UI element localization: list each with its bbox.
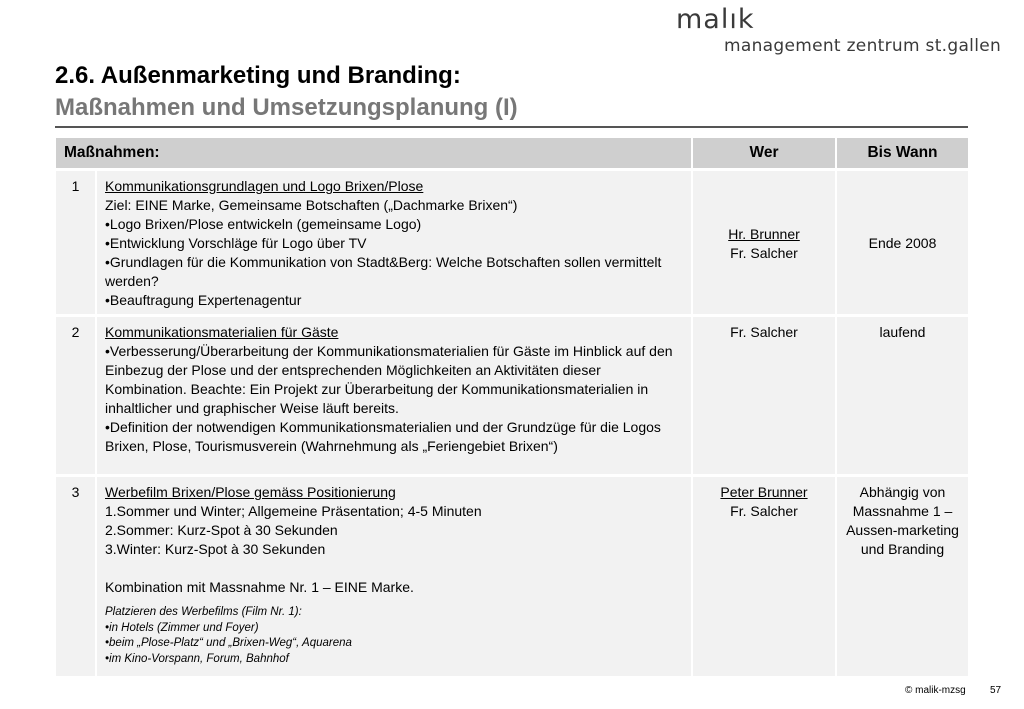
spacer	[105, 559, 683, 578]
page-title: 2.6. Außenmarketing und Branding:	[55, 62, 461, 89]
row-line: •Entwicklung Vorschläge für Logo über TV	[105, 235, 367, 251]
wer-name: Fr. Salcher	[730, 503, 798, 519]
header-massnahmen: Maßnahmen:	[56, 138, 692, 170]
row-description	[96, 476, 692, 676]
row-wer	[692, 316, 836, 476]
row-bis-wann: laufend	[836, 316, 968, 476]
row-wer	[692, 476, 836, 676]
table-header-row	[56, 138, 968, 170]
title-divider	[55, 126, 968, 128]
row-line: •Beauftragung Expertenagentur	[105, 292, 302, 308]
logo-wordmark: malık	[676, 4, 755, 35]
row-line: Ziel: EINE Marke, Gemeinsame Botschaften („Dachmarke Brixen“)	[105, 197, 518, 213]
header-wer: Wer	[692, 138, 836, 170]
row-line: 1.Sommer und Winter; Allgemeine Präsentation; 4-5 Minuten	[105, 503, 482, 519]
table-row	[56, 170, 968, 316]
placement-note: •im Kino-Vorspann, Forum, Bahnhof	[105, 652, 289, 665]
placement-note: •in Hotels (Zimmer und Foyer)	[105, 621, 259, 634]
row-heading: Kommunikationsmaterialien für Gäste	[105, 324, 339, 340]
row-description	[96, 316, 692, 476]
row-number: 2	[56, 316, 96, 476]
table-row	[56, 316, 968, 476]
placement-note: •beim „Plose-Platz“ und „Brixen-Weg“, Aquarena	[105, 637, 352, 649]
page-number: 57	[990, 685, 1002, 696]
row-line: •Grundlagen für die Kommunikation von Stadt&Berg: Welche Botschaften sollen vermittelt werden?	[105, 254, 662, 289]
row-line: 3.Winter: Kurz-Spot à 30 Sekunden	[105, 541, 326, 557]
row-line: Kombination mit Massnahme Nr. 1 – EINE Marke.	[105, 579, 414, 595]
spacer	[105, 597, 683, 605]
measures-table	[56, 138, 968, 676]
row-bis-wann: Abhängig von Massnahme 1 – Aussen-marketing und Branding	[836, 476, 968, 676]
wer-name: Hr. Brunner	[728, 225, 800, 242]
row-description	[96, 170, 692, 316]
row-number: 1	[56, 170, 96, 316]
row-line: •Definition der notwendigen Kommunikationsmaterialien und der Grundzüge für die Logos Brixen, Plose, Tourismusverein (Wahrnehmung als „Feriengebiet Brixen“)	[105, 419, 661, 454]
footer-copyright: © malik-mzsg	[905, 685, 966, 696]
page-subtitle: Maßnahmen und Umsetzungsplanung (I)	[55, 94, 518, 121]
row-line: 2.Sommer: Kurz-Spot à 30 Sekunden	[105, 522, 338, 538]
row-heading: Kommunikationsgrundlagen und Logo Brixen/Plose	[105, 178, 424, 194]
row-line: •Verbesserung/Überarbeitung der Kommunikationsmaterialien für Gäste im Hinblick auf den Einbezug der Plose und der entsprechenden Möglichkeiten an Aktivitäten dieser Kombination. Beachte: Ein Projekt zur Überarbeitung der Kommunikationsmaterialien in inhaltlicher und graphischer Weise läuft bereits.	[105, 343, 673, 416]
row-bis-wann: Ende 2008	[836, 170, 968, 316]
row-heading: Werbefilm Brixen/Plose gemäss Positionierung	[105, 484, 396, 500]
placement-note: Platzieren des Werbefilms (Film Nr. 1):	[105, 606, 302, 618]
wer-name: Fr. Salcher	[730, 324, 798, 340]
wer-name: Fr. Salcher	[730, 244, 798, 261]
logo-subline: management zentrum st.gallen	[724, 36, 1002, 56]
wer-name: Peter Brunner	[720, 484, 808, 500]
row-number: 3	[56, 476, 96, 676]
table-row	[56, 476, 968, 676]
row-wer	[692, 170, 836, 316]
row-line: •Logo Brixen/Plose entwickeln (gemeinsame Logo)	[105, 216, 422, 232]
header-bis-wann: Bis Wann	[836, 138, 968, 170]
